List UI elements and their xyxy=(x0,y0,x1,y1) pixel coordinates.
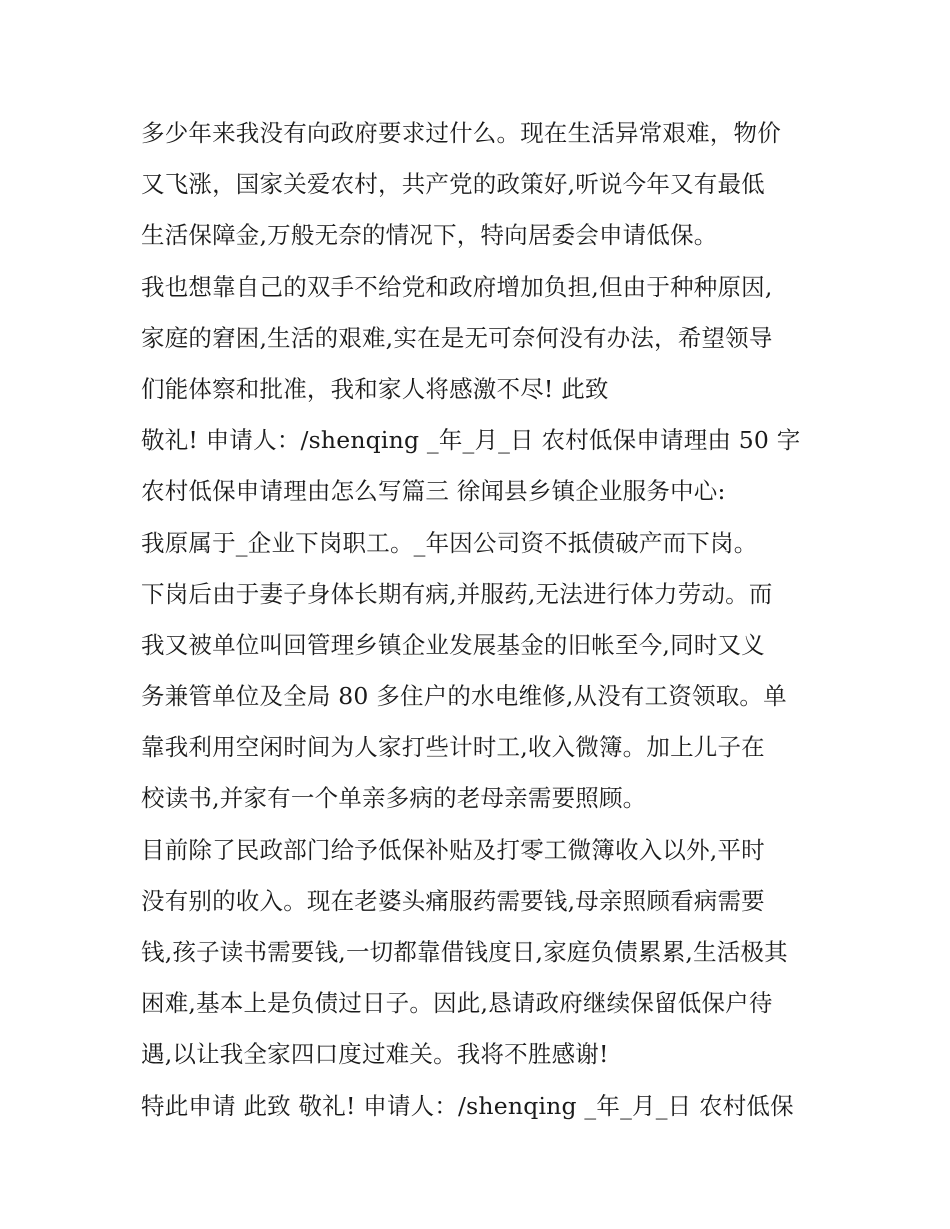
text-line: 校读书,并家有一个单亲多病的老母亲需要照顾。 xyxy=(141,784,647,813)
text-line: 生活保障金,万般无奈的情况下，特向居委会申请低保。 xyxy=(141,221,718,250)
text-line: 钱,孩子读书需要钱,一切都靠借钱度日,家庭负债累累,生活极其 xyxy=(141,938,788,966)
text-line: 农村低保申请理由怎么写篇三 徐闻县乡镇企业服务中心: xyxy=(141,477,726,506)
text-line: 们能体察和批准，我和家人将感激不尽! 此致 xyxy=(141,374,609,403)
text-line: 又飞涨，国家关爱农村，共产党的政策好,听说今年又有最低 xyxy=(141,170,765,199)
text-line: 遇,以让我全家四口度过难关。我将不胜感谢! xyxy=(141,1040,609,1069)
text-line: 家庭的窘困,生活的艰难,实在是无可奈何没有办法，希望领导 xyxy=(141,323,773,352)
text-line: 敬礼! 申请人：/shenqing _年_月_日 农村低保申请理由 50 字 xyxy=(141,426,801,455)
text-line: 特此申请 此致 敬礼! 申请人：/shenqing _年_月_日 农村低保 xyxy=(141,1091,794,1120)
text-line: 靠我利用空闲时间为人家打些计时工,收入微簿。加上儿子在 xyxy=(141,733,765,762)
document-body xyxy=(141,108,821,1132)
text-line: 困难,基本上是负债过日子。因此,恳请政府继续保留低保户待 xyxy=(141,989,773,1018)
text-line: 务兼管单位及全局 80 多住户的水电维修,从没有工资领取。单 xyxy=(141,682,787,711)
text-line: 我又被单位叫回管理乡镇企业发展基金的旧帐至今,同时又义 xyxy=(141,630,765,659)
text-line: 目前除了民政部门给予低保补贴及打零工微簿收入以外,平时 xyxy=(141,835,765,864)
text-line: 下岗后由于妻子身体长期有病,并服药,无法进行体力劳动。而 xyxy=(141,579,773,608)
text-line: 没有别的收入。现在老婆头痛服药需要钱,母亲照顾看病需要 xyxy=(141,886,765,915)
text-line: 多少年来我没有向政府要求过什么。现在生活异常艰难，物价 xyxy=(141,119,781,147)
text-line: 我原属于_企业下岗职工。_年因公司资不抵债破产而下岗。 xyxy=(141,528,758,557)
text-line: 我也想靠自己的双手不给党和政府增加负担,但由于种种原因, xyxy=(141,272,773,301)
